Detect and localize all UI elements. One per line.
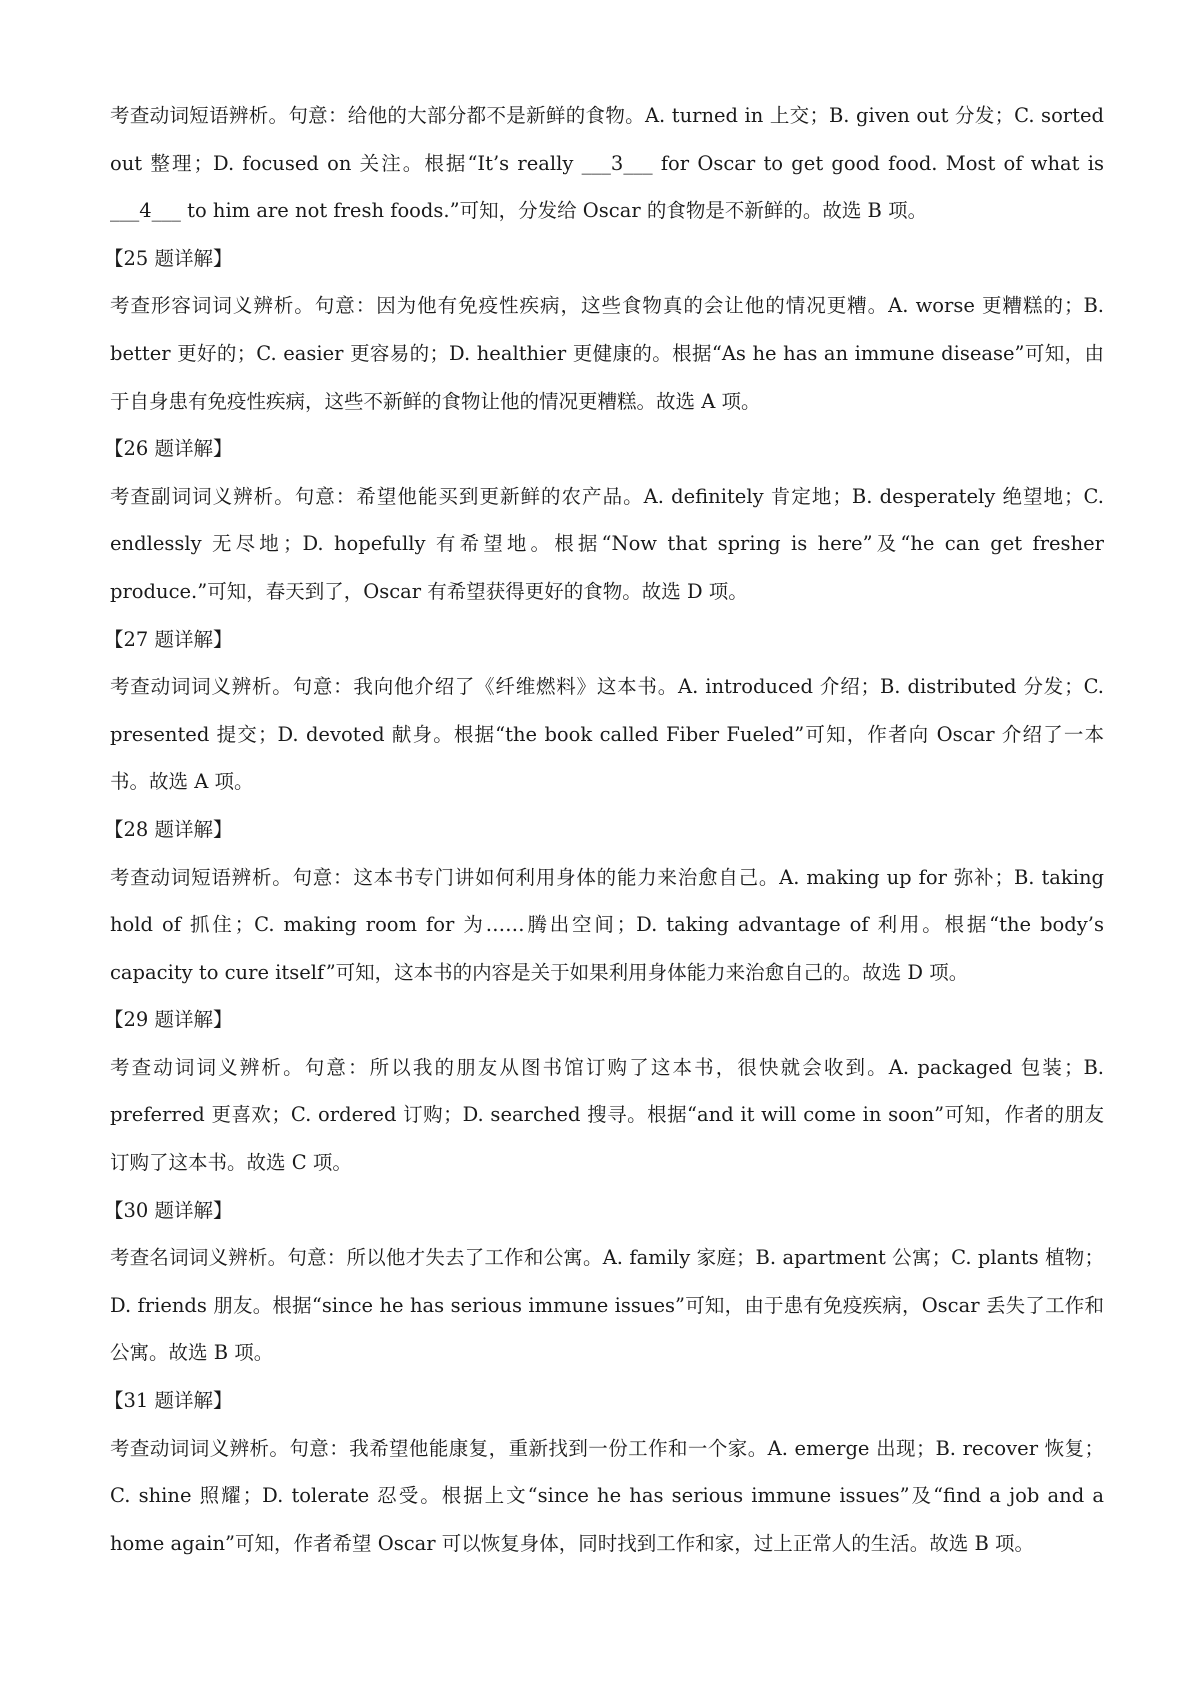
heading-29: 【29 题详解】 [104,1008,233,1032]
explanation-29: 考查动词词义辨析。句意：所以我的朋友从图书馆订购了这本书，很快就会收到。A. packaged 包装；B. preferred 更喜欢；C. ordered 订购；D. searched 搜寻。根据“and it will come in soon”可知，作者的朋友订购了这本书。故选 C 项。 [110,1055,1104,1175]
explanation-25: 考查形容词词义辨析。句意：因为他有免疫性疾病，这些食物真的会让他的情况更糟。A. worse 更糟糕的；B. better 更好的；C. easier 更容易的；D. healthier 更健康的。根据“As he has an immune disease”可知，由于自身患有免疫性疾病，这些不新鲜的食物让他的情况更糟糕。故选 A 项。 [110,294,1104,413]
explanation-31: 考查动词词义辨析。句意：我希望他能康复，重新找到一份工作和一个家。A. emerge 出现；B. recover 恢复；C. shine 照耀；D. tolerate 忍受。根据上文“since he has serious immune issues”及“find a job and a home again”可知，作者希望 Oscar 可以恢复身体，同时找到工作和家，过上正常人的生活。故选 B 项。 [110,1436,1104,1555]
heading-28: 【28 题详解】 [104,817,233,841]
heading-27: 【27 题详解】 [104,627,233,651]
explanation-30: 考查名词词义辨析。句意：所以他才失去了工作和公寓。A. family 家庭；B. apartment 公寓；C. plants 植物；D. friends 朋友。根据“since he has serious immune issues”可知，由于患有免疫疾病，Oscar 丢失了工作和公寓。故选 B 项。 [110,1246,1104,1365]
heading-25: 【25 题详解】 [104,246,233,270]
explanation-24: 考查动词短语辨析。句意：给他的大部分都不是新鲜的食物。A. turned in 上交；B. given out 分发；C. sorted out 整理；D. focused on 关注。根据“It’s really ___3___ for Oscar to get good food. Most of what is ___4___ to him are not fresh foods.”可知，分发给 Oscar 的食物是不新鲜的。故选 B 项。 [110,104,1104,223]
heading-26: 【26 题详解】 [104,437,233,461]
heading-31: 【31 题详解】 [104,1389,233,1413]
explanation-28: 考查动词短语辨析。句意：这本书专门讲如何利用身体的能力来治愈自己。A. making up for 弥补；B. taking hold of 抓住；C. making room for 为……腾出空间；D. taking advantage of 利用。根据“the body’s capacity to cure itself”可知，这本书的内容是关于如果利用身体能力来治愈自己的。故选 D 项。 [110,865,1104,984]
heading-30: 【30 题详解】 [104,1198,233,1222]
explanation-27: 考查动词词义辨析。句意：我向他介绍了《纤维燃料》这本书。A. introduced 介绍；B. distributed 分发；C. presented 提交；D. devoted 献身。根据“the book called Fiber Fueled”可知，作者向 Oscar 介绍了一本书。故选 A 项。 [110,675,1104,794]
explanation-26: 考查副词词义辨析。句意：希望他能买到更新鲜的农产品。A. definitely 肯定地；B. desperately 绝望地；C. endlessly 无尽地；D. hopefully 有希望地。根据“Now that spring is here”及“he can get fresher produce.”可知，春天到了，Oscar 有希望获得更好的食物。故选 D 项。 [110,484,1104,603]
